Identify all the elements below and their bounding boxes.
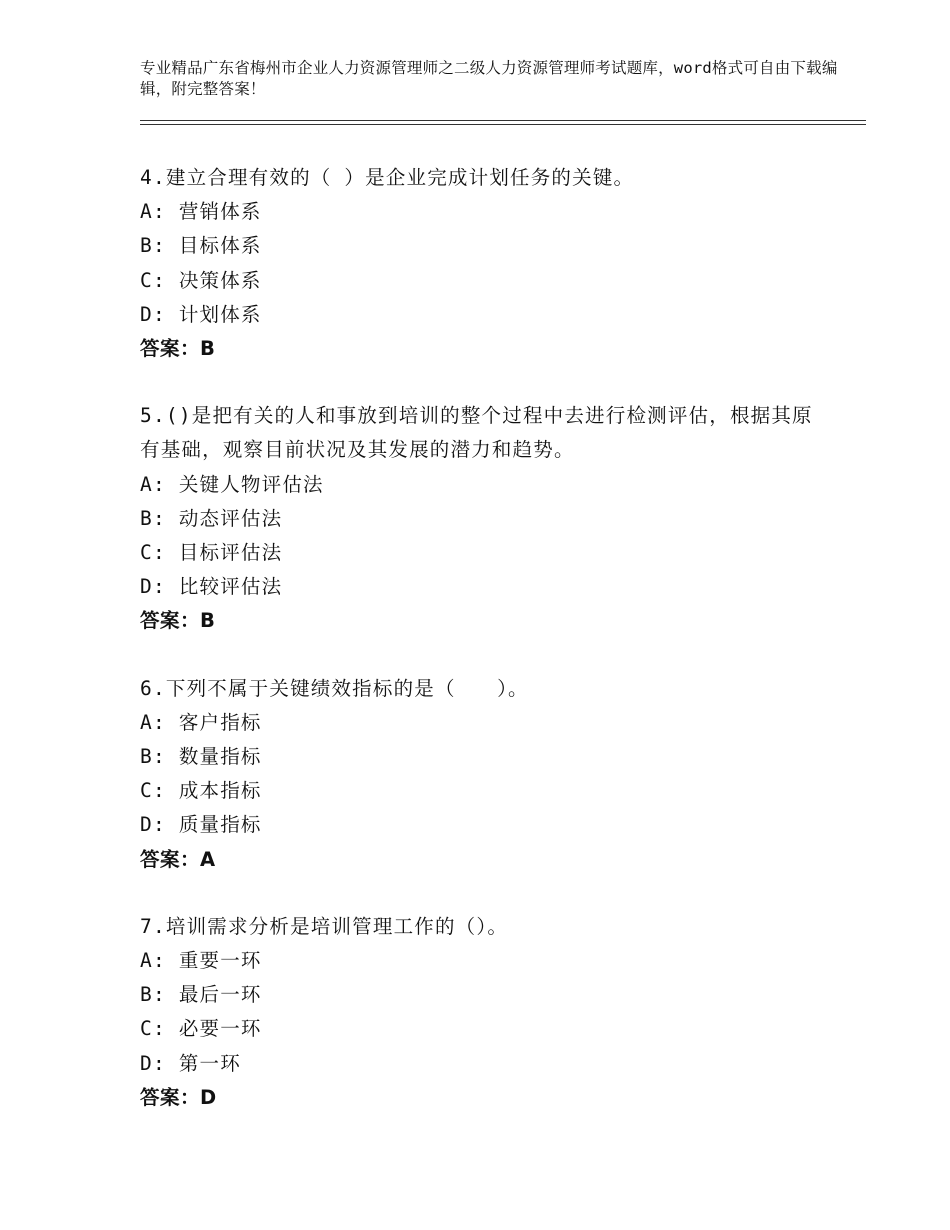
- answer: 答案：D: [140, 1085, 217, 1109]
- answer: 答案：A: [140, 847, 216, 871]
- option-a: A: 客户指标: [140, 710, 262, 734]
- question-6: [140, 672, 830, 877]
- question-5: [140, 399, 830, 638]
- option-a: A: 重要一环: [140, 949, 262, 973]
- question-4: [140, 161, 830, 366]
- option-c: C: 必要一环: [140, 1017, 262, 1041]
- option-b: B: 目标体系: [140, 234, 262, 258]
- option-c: C: 目标评估法: [140, 541, 283, 565]
- option-c: C: 成本指标: [140, 779, 262, 803]
- header-divider: [140, 120, 866, 125]
- option-d: D: 第一环: [140, 1051, 241, 1075]
- question-text: 6.下列不属于关键绩效指标的是（ ）。: [140, 676, 529, 700]
- option-d: D: 质量指标: [140, 813, 262, 837]
- option-b: B: 数量指标: [140, 745, 262, 769]
- answer: 答案：B: [140, 609, 216, 633]
- option-d: D: 计划体系: [140, 302, 262, 326]
- option-d: D: 比较评估法: [140, 575, 283, 599]
- question-list: [140, 161, 830, 1148]
- question-7: [140, 910, 830, 1115]
- option-a: A: 营销体系: [140, 200, 262, 224]
- option-a: A: 关键人物评估法: [140, 472, 324, 496]
- question-text: 7.培训需求分析是培训管理工作的（）。: [140, 914, 509, 938]
- answer: 答案：B: [140, 337, 216, 361]
- question-text: 4.建立合理有效的（ ）是企业完成计划任务的关键。: [140, 166, 635, 189]
- option-b: B: 最后一环: [140, 983, 262, 1007]
- document-header: 专业精品广东省梅州市企业人力资源管理师之二级人力资源管理师考试题库，word格式可自由下载编辑，附完整答案！: [140, 59, 838, 98]
- question-text: 5.()是把有关的人和事放到培训的整个过程中去进行检测评估，根据其原有基础，观察目前状况及其发展的潜力和趋势。: [140, 404, 813, 462]
- option-b: B: 动态评估法: [140, 506, 283, 530]
- option-c: C: 决策体系: [140, 268, 262, 292]
